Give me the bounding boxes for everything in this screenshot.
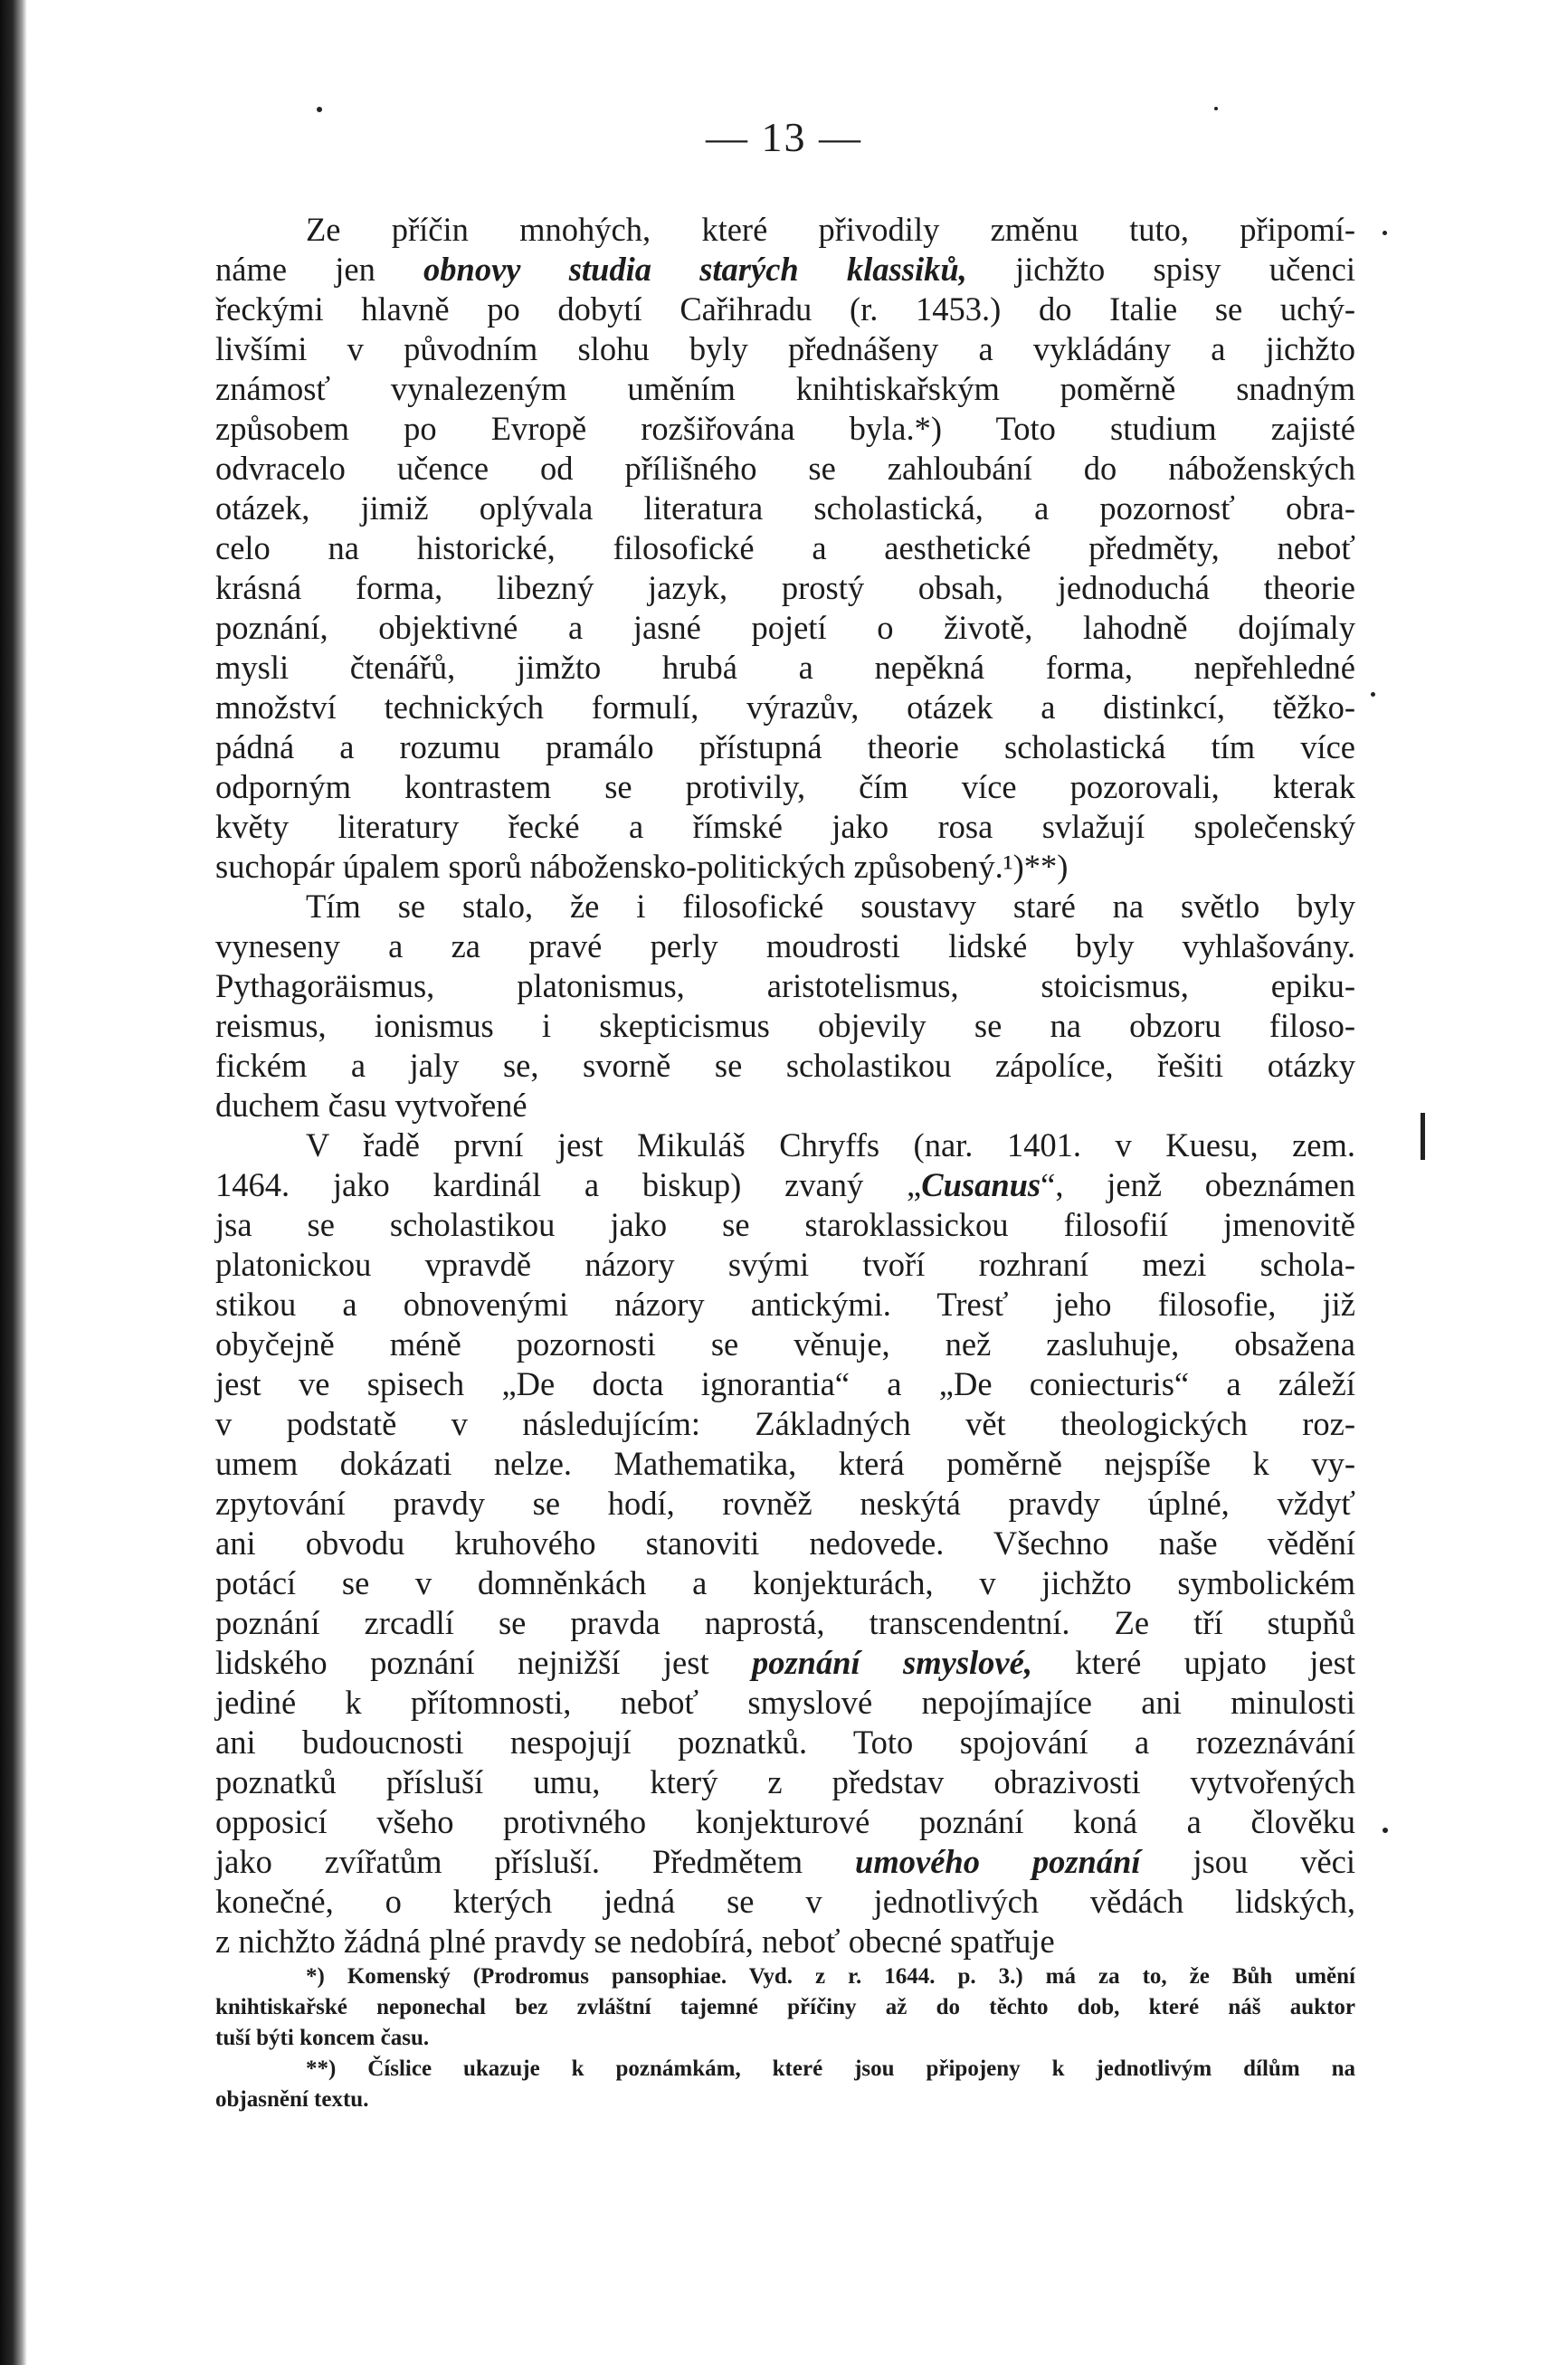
text-line	[215, 1285, 1355, 1325]
text-line	[215, 1603, 1355, 1643]
emphasis-text: obnovy studia starých klassiků,	[423, 251, 967, 288]
text-line	[215, 568, 1355, 608]
text-run: V řadě první jest Mikuláš Chryffs (nar. 1401. v Kuesu, zem.	[306, 1126, 1355, 1164]
text-run: jako zvířatům přísluší. Předmětem	[215, 1843, 856, 1880]
text-line	[215, 369, 1355, 409]
text-run: jsa se scholastikou jako se staroklassickou filosofií jmenovitě	[215, 1206, 1355, 1243]
text-line	[215, 1882, 1355, 1922]
text-run: v podstatě v následujícím: Základných vět theologických roz-	[215, 1405, 1355, 1442]
text-run: vyneseny a za pravé perly moudrosti lidské byly vyhlašovány.	[215, 927, 1355, 964]
text-run: množství technických formulí, výrazův, otázek a distinkcí, těžko-	[215, 689, 1355, 726]
text-run: odporným kontrastem se protivily, čím více pozorovali, kterak	[215, 768, 1355, 805]
text-line	[215, 1762, 1355, 1802]
text-run: které upjato jest	[1031, 1644, 1355, 1681]
page-number: — 13 —	[706, 114, 862, 160]
margin-mark	[1383, 231, 1387, 235]
text-run: poznání zrcadlí se pravda naprostá, transcendentní. Ze tří stupňů	[215, 1604, 1355, 1641]
text-line	[215, 648, 1355, 688]
text-line	[215, 608, 1355, 648]
text-run: suchopár úpalem sporů nábožensko-politických způsobený.¹)**)	[215, 848, 1069, 885]
margin-mark	[1383, 1828, 1388, 1833]
text-line	[215, 1484, 1355, 1524]
text-run: Ze příčin mnohých, které přivodily změnu tuto, připomí-	[306, 211, 1355, 248]
text-run: duchem času vytvořené	[215, 1087, 527, 1124]
emphasis-text: umového poznání	[855, 1843, 1141, 1880]
text-run: jsou věci	[1140, 1843, 1355, 1880]
footnote-line: tuší býti koncem času.	[215, 2026, 430, 2050]
text-run: odvracelo učence od přílišného se zahloubání do náboženských	[215, 450, 1355, 487]
text-line	[215, 1922, 1355, 1961]
footnote-line: knihtiskařské neponechal bez zvláštní tajemné příčiny až do těchto dob, které náš auktor	[215, 1995, 1355, 2019]
text-line	[215, 1563, 1355, 1603]
margin-mark	[1214, 107, 1218, 110]
text-run: celo na historické, filosofické a aesthetické předměty, neboť	[215, 529, 1355, 566]
text-run: obyčejně méně pozornosti se věnuje, než zasluhuje, obsažena	[215, 1325, 1355, 1363]
text-run: květy literatury řecké a římské jako rosa svlažují společenský	[215, 808, 1355, 845]
text-run: Pythagoräismus, platonismus, aristotelismus, stoicismus, epiku-	[215, 967, 1355, 1004]
text-line	[215, 1444, 1355, 1484]
text-run: lidského poznání nejnižší jest	[215, 1644, 752, 1681]
text-run: způsobem po Evropě rozšiřována byla.*) Toto studium zajisté	[215, 410, 1355, 447]
margin-mark	[1371, 692, 1375, 697]
text-line	[215, 409, 1355, 449]
text-line	[215, 1643, 1355, 1683]
text-run: poznatků přísluší umu, který z představ obrazivosti vytvořených	[215, 1763, 1355, 1800]
text-run: krásná forma, libezný jazyk, prostý obsah, jednoduchá theorie	[215, 569, 1355, 606]
text-line	[215, 1364, 1355, 1404]
text-line	[215, 250, 1355, 290]
text-run: jest ve spisech „De docta ignorantia“ a „De coniecturis“ a záleží	[215, 1365, 1355, 1402]
text-line	[215, 767, 1355, 807]
body-text	[215, 210, 1355, 1961]
text-run: náme jen	[215, 251, 424, 288]
text-run: z nichžto žádná plné pravdy se nedobírá, neboť obecné spatřuje	[215, 1923, 1055, 1960]
text-run: platonickou vpravdě názory svými tvoří rozhraní mezi schola-	[215, 1246, 1355, 1283]
text-line	[215, 210, 1355, 250]
emphasis-text: poznání smyslové,	[751, 1644, 1032, 1681]
text-run: ani budoucnosti nespojují poznatků. Toto spojování a rozeznávání	[215, 1724, 1355, 1761]
text-line	[215, 1842, 1355, 1882]
text-run: ani obvodu kruhového stanoviti nedovede. Všechno naše vědění	[215, 1524, 1355, 1562]
footnotes	[215, 1961, 1355, 2115]
text-line	[215, 1205, 1355, 1245]
text-line	[215, 847, 1355, 887]
text-run: jichžto spisy učenci	[966, 251, 1355, 288]
text-line	[215, 1404, 1355, 1444]
margin-mark	[317, 107, 322, 112]
text-run: řeckými hlavně po dobytí Cařihradu (r. 1453.) do Italie se uchý-	[215, 290, 1355, 328]
text-run: poznání, objektivné a jasné pojetí o životě, lahodně dojímaly	[215, 609, 1355, 646]
text-run: stikou a obnovenými názory antickými. Tresť jeho filosofie, již	[215, 1286, 1355, 1323]
footnote-line: objasnění textu.	[215, 2087, 369, 2112]
text-line	[215, 1524, 1355, 1563]
text-run: známosť vynalezeným uměním knihtiskařským poměrně snadným	[215, 370, 1355, 407]
text-run: livšími v původním slohu byly přednášeny a vykládány a jichžto	[215, 330, 1355, 367]
text-run: jediné k přítomnosti, neboť smyslové nepojímajíce ani minulosti	[215, 1684, 1355, 1721]
text-run: 1464. jako kardinál a biskup) zvaný „	[215, 1166, 922, 1203]
text-line	[215, 1245, 1355, 1285]
footnote-line: **) Číslice ukazuje k poznámkám, které jsou připojeny k jednotlivým dílům na	[306, 2056, 1355, 2081]
text-line	[215, 449, 1355, 489]
text-line	[215, 727, 1355, 767]
text-run: opposicí všeho protivného konjekturové poznání koná a člověku	[215, 1803, 1355, 1840]
text-run: reismus, ionismus i skepticismus objevily se na obzoru filoso-	[215, 1007, 1355, 1044]
text-line	[215, 329, 1355, 369]
text-line	[215, 489, 1355, 528]
text-line	[215, 1802, 1355, 1842]
text-line	[215, 1325, 1355, 1364]
text-run: konečné, o kterých jedná se v jednotlivých vědách lidských,	[215, 1883, 1355, 1920]
text-run: otázek, jimiž oplývala literatura scholastická, a pozornosť obra-	[215, 489, 1355, 527]
text-line	[215, 1126, 1355, 1165]
text-line	[215, 688, 1355, 727]
text-line	[215, 1683, 1355, 1723]
footnote-line: *) Komenský (Prodromus pansophiae. Vyd. z r. 1644. p. 3.) má za to, že Bůh umění	[306, 1964, 1355, 1989]
text-run: fickém a jaly se, svorně se scholastikou zápolíce, řešiti otázky	[215, 1047, 1355, 1084]
text-line	[215, 290, 1355, 329]
text-line	[215, 1723, 1355, 1762]
text-line	[215, 926, 1355, 966]
text-run: mysli čtenářů, jimžto hrubá a nepěkná forma, nepřehledné	[215, 649, 1355, 686]
text-line	[215, 966, 1355, 1006]
text-run: Tím se stalo, že i filosofické soustavy staré na světlo byly	[306, 888, 1355, 925]
text-line	[215, 887, 1355, 926]
text-line	[215, 528, 1355, 568]
text-run: zpytování pravdy se hodí, rovněž neskýtá pravdy úplné, vždyť	[215, 1485, 1355, 1522]
text-run: “, jenž obeznámen	[1041, 1166, 1355, 1203]
text-line	[215, 1086, 1355, 1126]
margin-mark	[1421, 1113, 1425, 1160]
text-run: umem dokázati nelze. Mathematika, která poměrně nejspíše k vy-	[215, 1445, 1355, 1482]
text-line	[215, 1046, 1355, 1086]
emphasis-text: Cusanus	[921, 1166, 1041, 1203]
text-line	[215, 1165, 1355, 1205]
text-run: pádná a rozumu pramálo přístupná theorie scholastická tím více	[215, 728, 1355, 765]
text-line	[215, 1006, 1355, 1046]
text-line	[215, 807, 1355, 847]
text-run: potácí se v domněnkách a konjekturách, v jichžto symbolickém	[215, 1564, 1355, 1601]
